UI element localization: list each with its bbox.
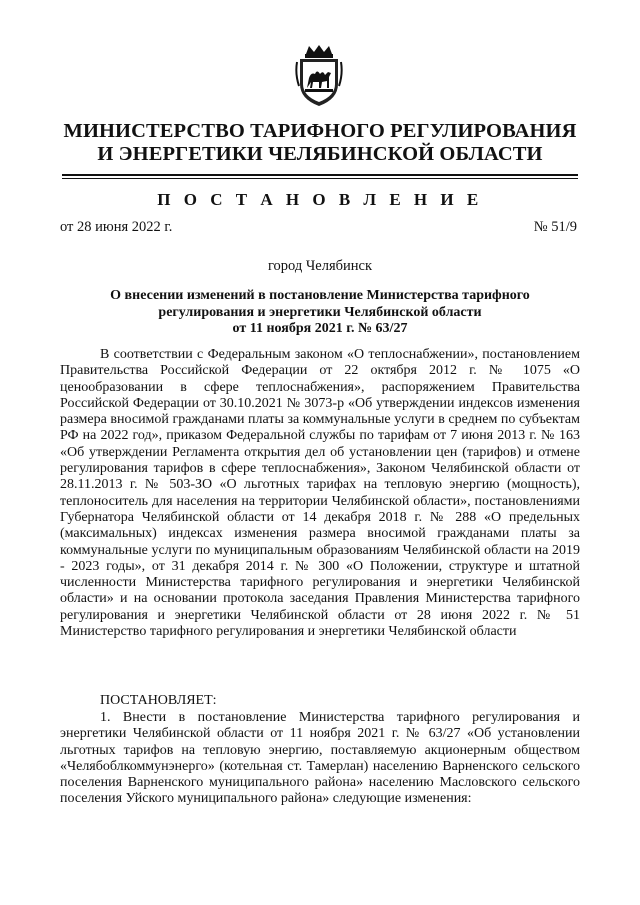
- preamble-paragraph: В соответствии с Федеральным законом «О теплоснабжении», постановлением Правительства Российской Федерации от 22 октября 2012 г. № 1075 «О ценообразовании в сфере теплоснабжения», распоряжением Правительства Российской Федерации от 30.10.2021 № 3073-р «Об утверждении индексов изменения размера вносимой гражданами платы за коммунальные услуги в среднем по субъектам РФ на 2022 год», приказом Федеральной службы по тарифам от 7 июня 2013 г. № 163 «Об утверждении Регламента открытия дел об установлении цен (тарифов) и отмене регулирования тарифов в сфере теплоснабжения», Законом Челябинской области от 28.11.2013 г. № 503-ЗО «О льготных тарифах на тепловую энергию (мощность), теплоноситель для населения на территории Челябинской области», постановлениями Губернатора Челябинской области от 14 декабря 2018 г. № 288 «О предельных (максимальных) индексах изменения размера вносимой гражданами платы за коммунальные услуги по муниципальным образованиям Челябинской области на 2019 - 2023 годы», от 31 декабря 2014 г. № 300 «О Положении, структуре и штатной численности Министерства тарифного регулирования и энергетики Челябинской области» и на основании протокола заседания Правления Министерства тарифного регулирования и энергетики Челябинской области от 28 июня 2022 г. № 51 Министерство тарифного регулирования и энергетики Челябинской области: [60, 347, 580, 640]
- decree-word: ПОСТАНОВЛЯЕТ:: [100, 693, 217, 708]
- subject-line-2: регулирования и энергетики Челябинской области: [158, 304, 482, 320]
- document-date: от 28 июня 2022 г.: [60, 219, 173, 235]
- subject-line-3: от 11 ноября 2021 г. № 63/27: [232, 321, 408, 336]
- decree-item-1: 1. Внести в постановление Министерства тарифного регулирования и энергетики Челябинской области от 11 ноября 2021 г. № 63/27 «Об установлении льготных тарифов на тепловую энергию, поставляемую акционерным обществом «Челябоблкоммунэнерго» (котельная ст. Тамерлан) населению Варненского сельского поселения Варненского муниципального района» населению Масловского сельского поселения Уйского муниципального района» следующие изменения:: [60, 710, 580, 807]
- header-divider-thick: [62, 174, 578, 176]
- document-subject: [80, 288, 560, 338]
- document-type: П О С Т А Н О В Л Е Н И Е: [157, 190, 483, 209]
- header-divider-thin: [62, 178, 578, 179]
- subject-line-1: О внесении изменений в постановление Министерства тарифного: [110, 288, 530, 303]
- document-city: город Челябинск: [267, 258, 373, 274]
- decree-items: [60, 710, 580, 808]
- ministry-line-2: И ЭНЕРГЕТИКИ ЧЕЛЯБИНСКОЙ ОБЛАСТИ: [97, 143, 543, 165]
- document-number: № 51/9: [533, 219, 577, 235]
- ministry-name: [40, 120, 600, 166]
- preamble: [60, 347, 580, 640]
- ministry-line-1: МИНИСТЕРСТВО ТАРИФНОГО РЕГУЛИРОВАНИЯ: [63, 120, 577, 142]
- chelyabinsk-coat-of-arms-icon: [294, 44, 344, 108]
